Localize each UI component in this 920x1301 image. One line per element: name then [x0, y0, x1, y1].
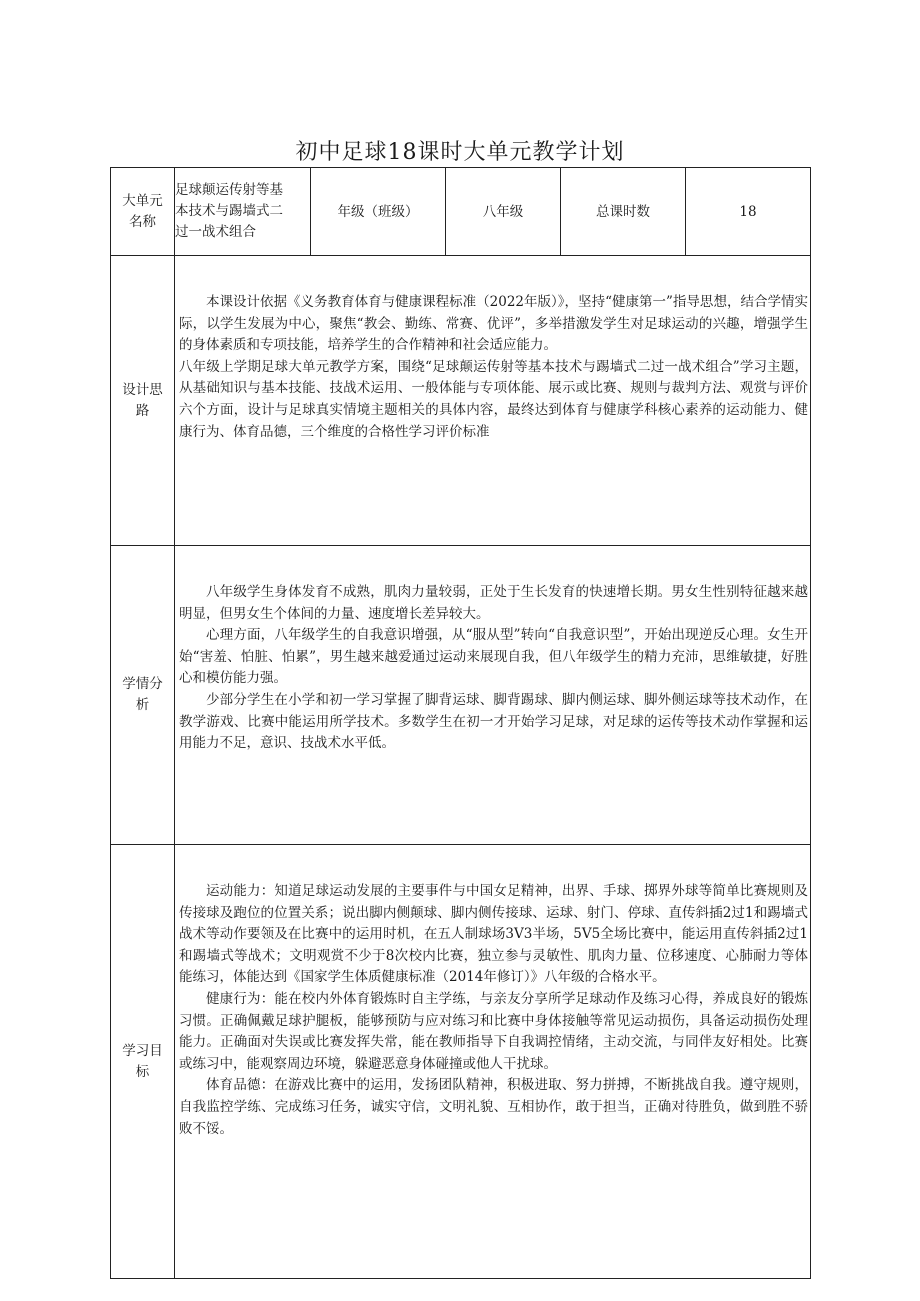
design-row: [111, 256, 811, 546]
goals-label-line: 学习目: [122, 1042, 163, 1059]
total-hours-label-cell: 总课时数: [561, 168, 686, 256]
goals-label-line: 标: [135, 1063, 150, 1080]
unit-name-cell: [175, 168, 311, 256]
analysis-paragraph: 心理方面，八年级学生的自我意识增强，从“服从型”转向“自我意识型”，开始出现逆反心理。女生开始“害羞、怕脏、怕累”，男生越来越爱通过运动来展现自我，但八年级学生的精力充沛，思维敏捷，好胜心和模仿能力强。: [179, 627, 808, 687]
goals-paragraph: 体育品德：在游戏比赛中的运用，发扬团队精神，积极进取、努力拼搏，不断挑战自我。遵守规则，自我监控学练、完成练习任务，诚实守信，文明礼貌、互相协作，敢于担当，正确对待胜负，做到胜不骄败不馁。: [179, 1077, 808, 1137]
teaching-plan-table: [110, 167, 811, 1279]
document-title: 初中足球18课时大单元教学计划: [295, 140, 625, 165]
goals-row: [111, 845, 811, 1279]
analysis-label-cell: [111, 546, 175, 845]
analysis-row: [111, 546, 811, 845]
analysis-label-line: 学情分: [122, 676, 163, 692]
unit-name-line: 本技术与踢墙式二: [175, 203, 283, 219]
analysis-content-cell: [175, 546, 811, 845]
design-paragraph: 八年级上学期足球大单元教学方案，围绕“足球颠运传射等基本技术与踢墙式二过一战术组合”学习主题，从基础知识与基本技能、技战术运用、一般体能与专项体能、展示或比赛、规则与裁判方法、观赏与评价六个方面，设计与足球真实情境主题相关的具体内容，最终达到体育与健康学科核心素养的运动能力、健康行为、体育品德，三个维度的合格性学习评价标准: [179, 358, 808, 440]
analysis-paragraph: 少部分学生在小学和初一学习掌握了脚背运球、脚背踢球、脚内侧运球、脚外侧运球等技术动作，在教学游戏、比赛中能运用所学技术。多数学生在初一才开始学习足球，对足球的运传等技术动作掌握和运用能力不足，意识、技战术水平低。: [179, 691, 808, 752]
analysis-paragraph: 八年级学生身体发育不成熟，肌肉力量较弱，正处于生长发育的快速增长期。男女生性别特征越来越明显，但男女生个体间的力量、速度增长差异较大。: [179, 584, 808, 622]
unit-label-cell: [111, 168, 175, 256]
grade-label-cell: 年级（班级）: [311, 168, 446, 256]
design-label-line: 设计思: [122, 381, 163, 398]
goals-paragraph: 健康行为：能在校内外体育锻炼时自主学练，与亲友分享所学足球动作及练习心得，养成良好的锻炼习惯。正确佩戴足球护腿板，能够预防与应对练习和比赛中身体接触等常见运动损伤，具备运动损伤处理能力。正确面对失误或比赛发挥失常，能在教师指导下自我调控情绪，主动交流，与同伴友好相处。比赛或练习中，能观察周边环境，躲避恶意身体碰撞或他人干扰球。: [179, 990, 808, 1072]
design-content-cell: [175, 256, 811, 546]
unit-name-line: 过一战术组合: [175, 224, 256, 240]
analysis-label-line: 析: [135, 697, 150, 713]
unit-label-line: 大单元: [122, 192, 163, 209]
grade-value-cell: 八年级: [446, 168, 561, 256]
goals-label-cell: [111, 845, 175, 1279]
design-paragraph: 本课设计依据《义务教育体育与健康课程标准（2022年版）》，坚持“健康第一”指导思想，结合学情实际，以学生发展为中心，聚焦“教会、勤练、常赛、优评”，多举措激发学生对足球运动的兴趣，增强学生的身体素质和专项技能，培养学生的合作精神和社会适应能力。: [179, 294, 808, 354]
goals-paragraph: 运动能力：知道足球运动发展的主要事件与中国女足精神，出界、手球、掷界外球等简单比赛规则及传接球及跑位的位置关系；说出脚内侧颠球、脚内侧传接球、运球、射门、停球、直传斜插2过1和踢墙式战术等动作要领及在比赛中的运用时机，在五人制球场3V3半场，5V5全场比赛中，能运用直传斜插2过1和踢墙式等战术；文明观赏不少于8次校内比赛，独立参与灵敏性、肌肉力量、位移速度、心肺耐力等体能练习，体能达到《国家学生体质健康标准（2014年修订）》八年级的合格水平。: [179, 883, 808, 986]
design-label-cell: [111, 256, 175, 546]
unit-label-line: 名称: [129, 213, 156, 230]
unit-name-line: 足球颠运传射等基: [175, 182, 283, 198]
total-hours-value-cell: 18: [686, 168, 811, 256]
goals-content-cell: [175, 845, 811, 1279]
design-label-line: 路: [135, 402, 150, 419]
header-row: [111, 168, 811, 256]
